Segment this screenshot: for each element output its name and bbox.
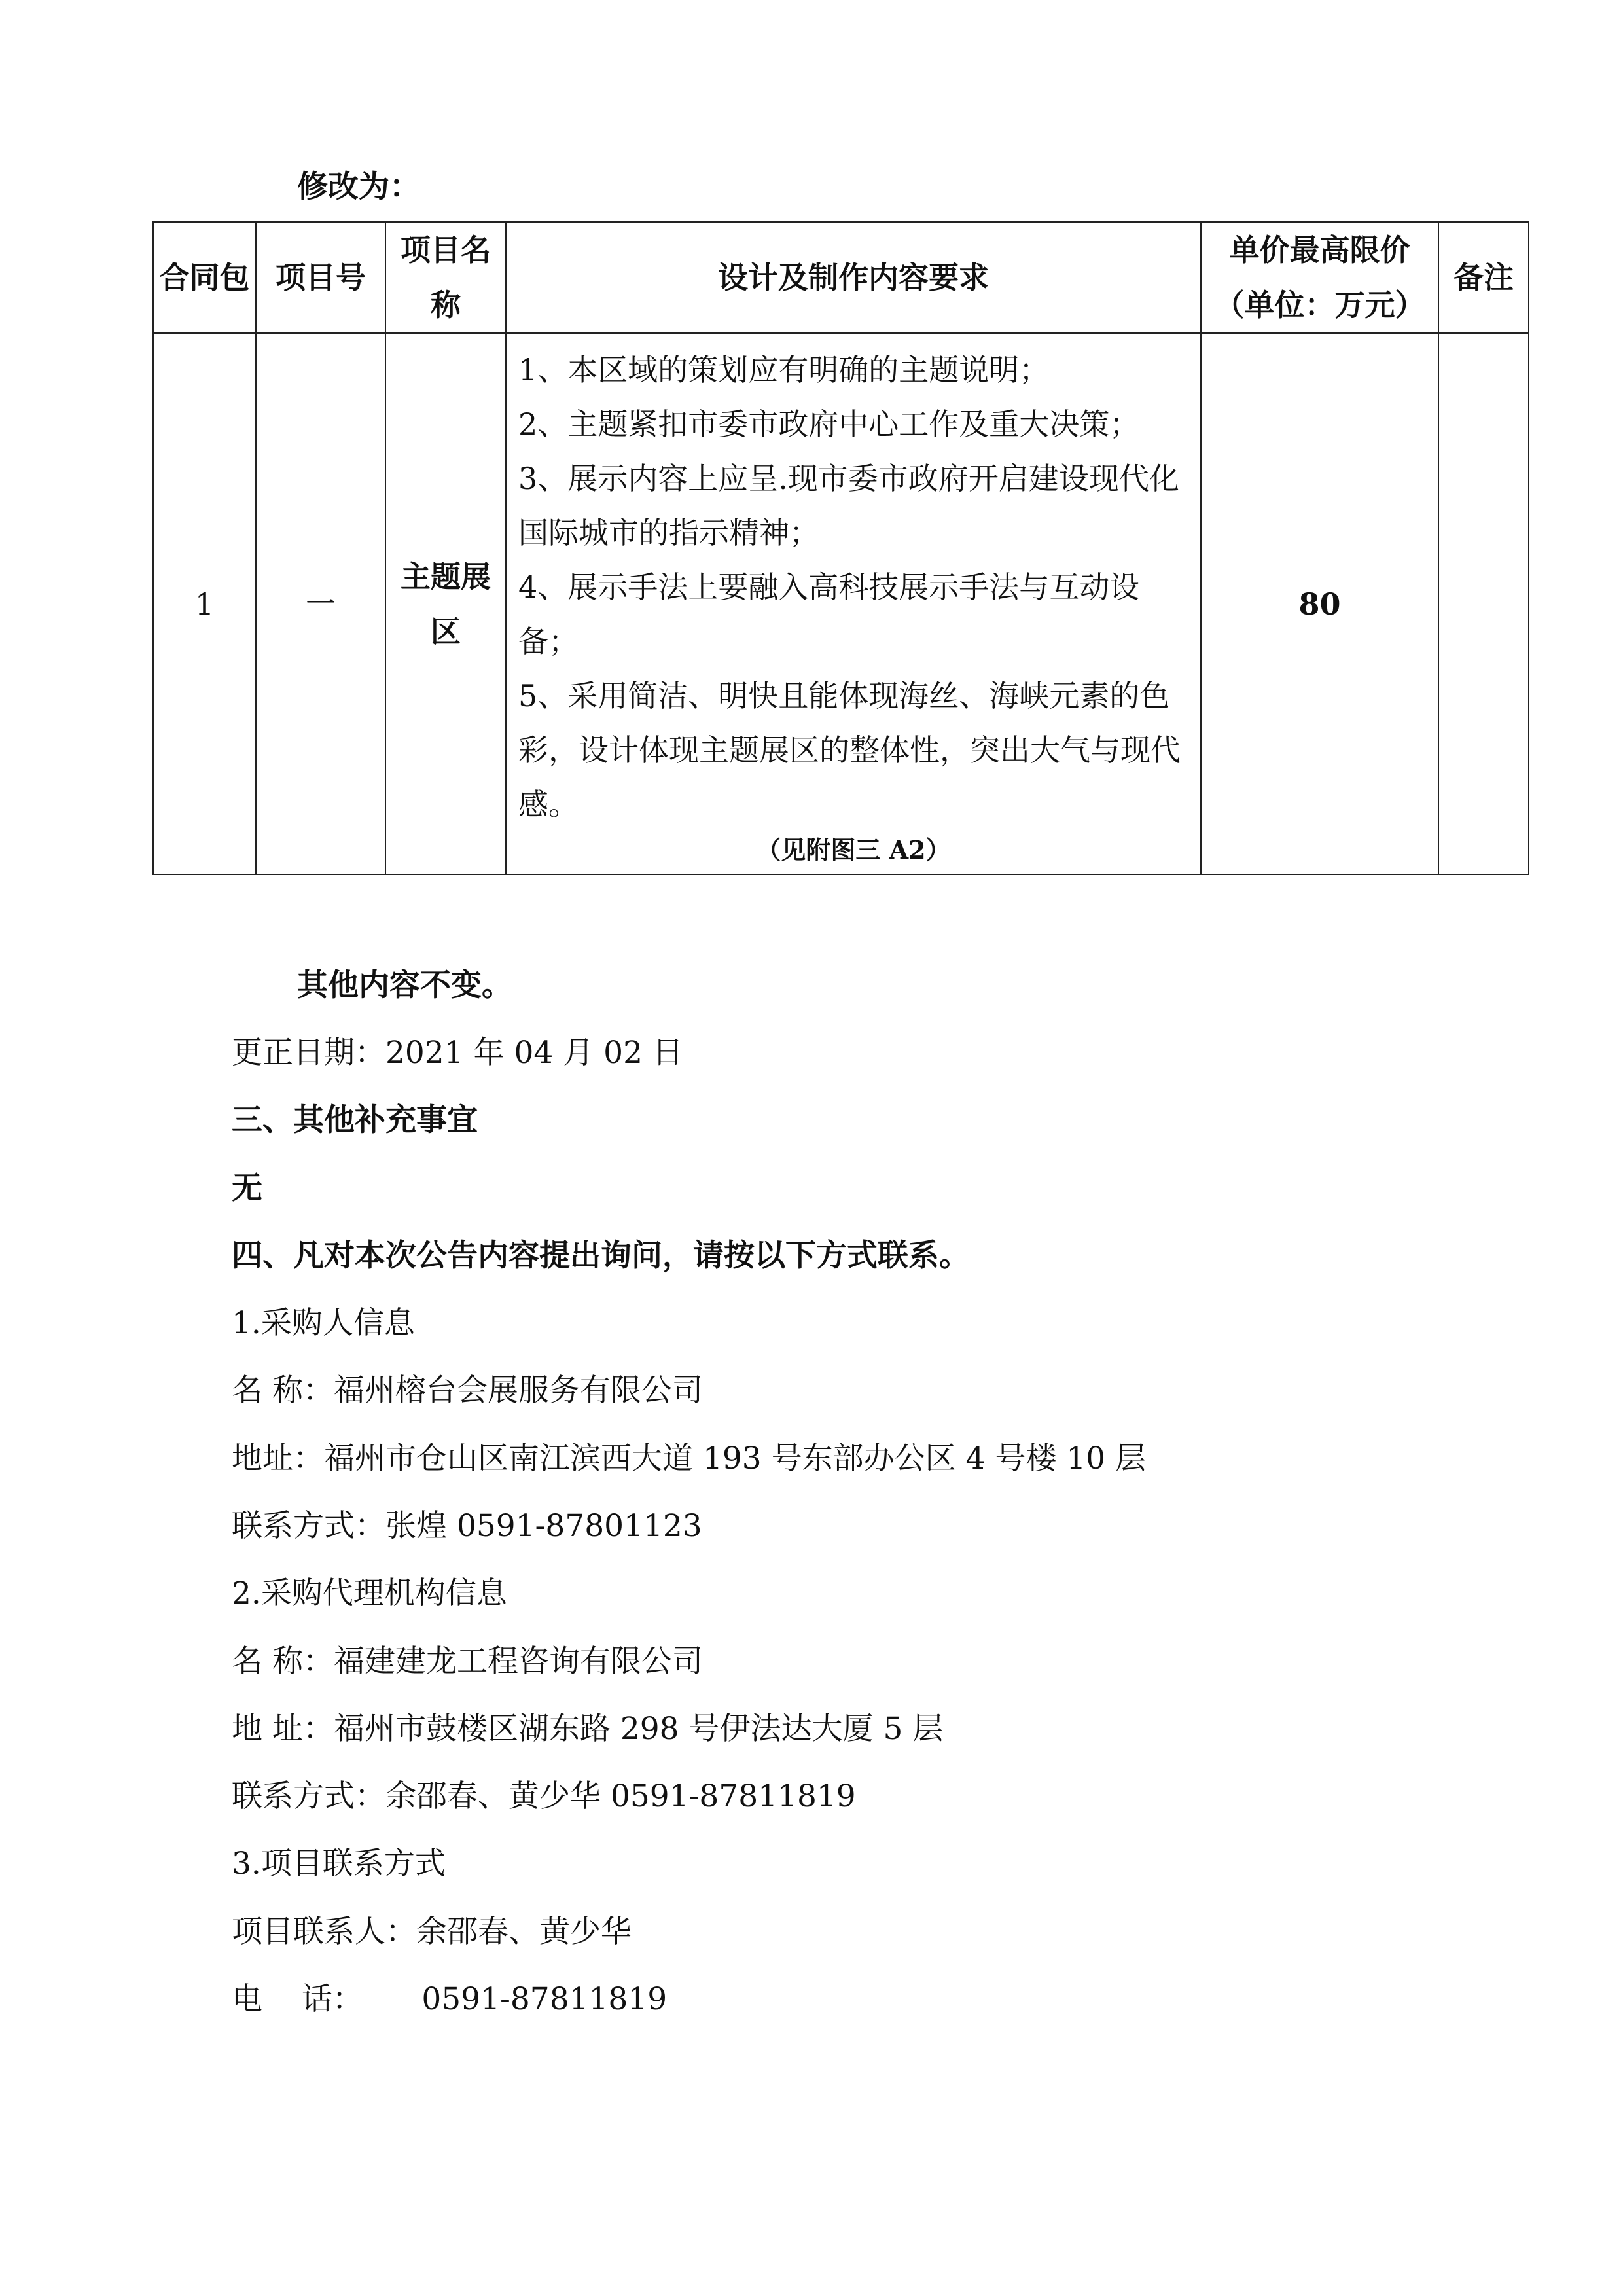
purchaser-title: 1.采购人信息 (232, 1305, 415, 1341)
header-requirements: 设计及制作内容要求 (506, 222, 1201, 333)
agency-address: 地 址：福州市鼓楼区湖东路 298 号伊法达大厦 5 层 (232, 1711, 944, 1747)
correction-date: 更正日期：2021 年 04 月 02 日 (232, 1035, 683, 1071)
header-item-no: 项目号 (256, 222, 385, 333)
cell-item-name: 主题展区 (385, 333, 506, 874)
table-header-row (153, 222, 1529, 333)
purchaser-contact: 联系方式：张煌 0591-87801123 (232, 1508, 702, 1544)
cell-price: 80 (1201, 333, 1438, 874)
cell-remark (1438, 333, 1529, 874)
unchanged-note: 其他内容不变。 (297, 967, 512, 1003)
intro-text: 修改为： (297, 169, 420, 205)
agency-name: 名 称：福建建龙工程咨询有限公司 (232, 1643, 703, 1679)
header-package: 合同包 (153, 222, 256, 333)
requirement-item: 4、展示手法上要融入高科技展示手法与互动设备； (518, 569, 1140, 659)
cell-item-no: 一 (256, 333, 385, 874)
project-contact-title: 3.项目联系方式 (232, 1846, 446, 1882)
header-item-name: 项目名称 (385, 222, 506, 333)
cell-package: 1 (153, 333, 256, 874)
purchaser-address: 地址：福州市仓山区南江滨西大道 193 号东部办公区 4 号楼 10 层 (232, 1441, 1147, 1477)
requirements-table (152, 221, 1529, 875)
requirements-list (507, 334, 1200, 832)
project-contact-phone: 电 话： 0591-87811819 (232, 1981, 668, 2017)
requirement-item: 5、采用简洁、明快且能体现海丝、海峡元素的色彩，设计体现主题展区的整体性，突出大气与现代感。 (518, 678, 1181, 822)
header-price: 单价最高限价（单位：万元） (1201, 222, 1438, 333)
agency-title: 2.采购代理机构信息 (232, 1575, 507, 1611)
project-contact-person: 项目联系人：余邵春、黄少华 (232, 1914, 632, 1950)
table-row (153, 333, 1529, 874)
requirement-item: 2、主题紧扣市委市政府中心工作及重大决策； (518, 406, 1140, 442)
section4-title: 四、凡对本次公告内容提出询问，请按以下方式联系。 (232, 1238, 970, 1274)
purchaser-name: 名 称：福州榕台会展服务有限公司 (232, 1372, 703, 1408)
requirements-note: （见附图三 A2） (756, 835, 951, 865)
agency-contact: 联系方式：余邵春、黄少华 0591-87811819 (232, 1778, 856, 1814)
section3-title: 三、其他补充事宜 (232, 1102, 478, 1138)
cell-requirements (506, 333, 1201, 874)
section3-content: 无 (232, 1170, 262, 1206)
requirement-item: 1、本区域的策划应有明确的主题说明； (518, 352, 1050, 387)
header-remark: 备注 (1438, 222, 1529, 333)
requirement-item: 3、展示内容上应呈.现市委市政府开启建设现代化国际城市的指示精神； (518, 461, 1179, 550)
